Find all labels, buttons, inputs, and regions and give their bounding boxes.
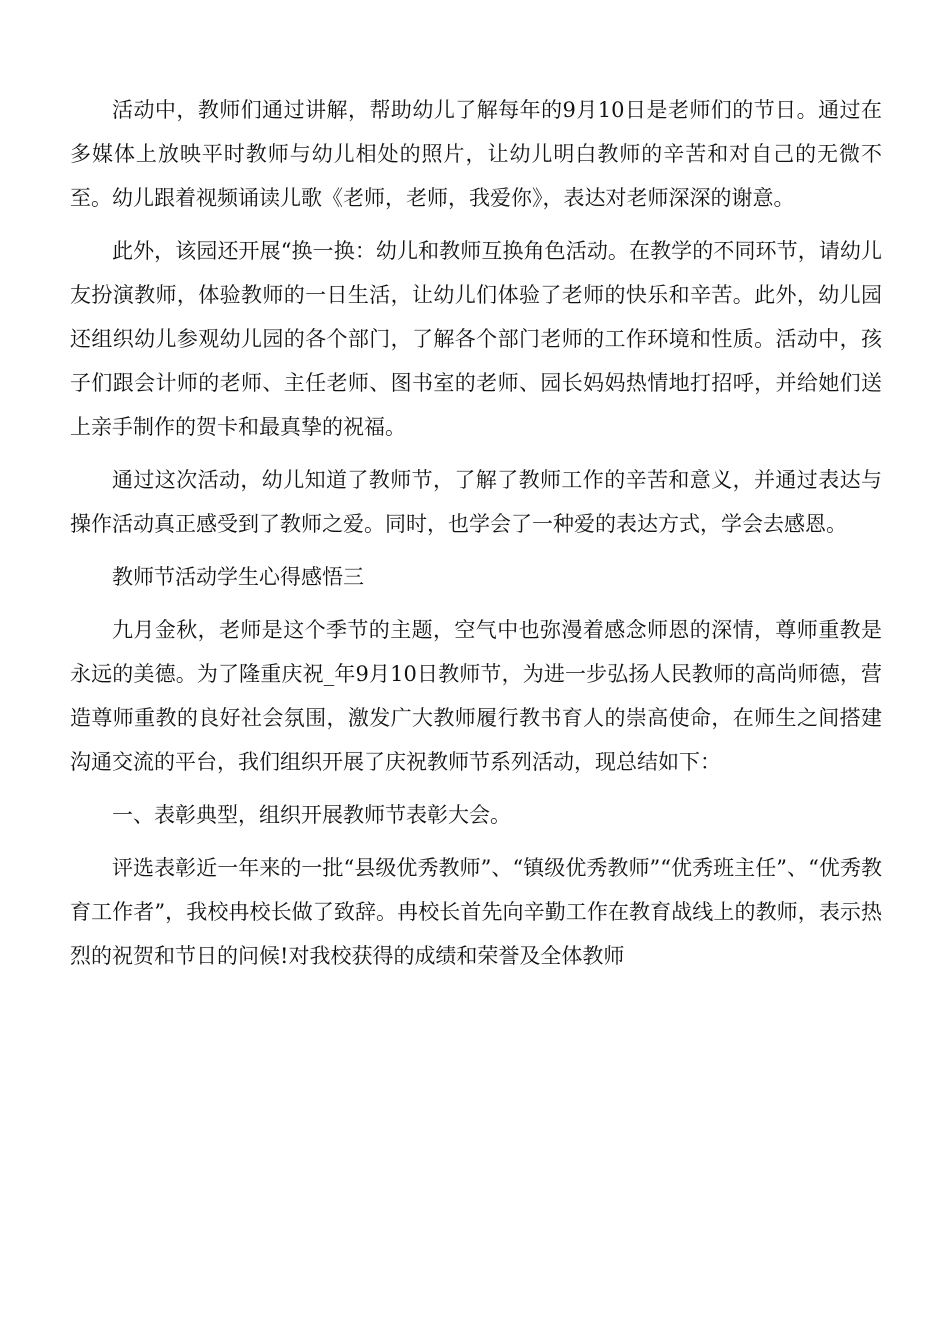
section-heading: 教师节活动学生心得感悟三	[112, 565, 364, 589]
paragraph-role-swap: 此外，该园还开展“换一换：幼儿和教师互换角色活动。在教学的不同环节，请幼儿友扮演教师，体验教师的一日生活，让幼儿们体验了老师的快乐和辛苦。此外，幼儿园还组织幼儿参观幼儿园的各个部门，了解各个部门老师的工作环境和性质。活动中，孩子们跟会计师的老师、主任老师、图书室的老师、园长妈妈热情地打招呼，并给她们送上亲手制作的贺卡和最真挚的祝福。	[70, 239, 882, 439]
paragraph-item-one: 一、表彰典型，组织开展教师节表彰大会。	[112, 803, 511, 827]
paragraph-autumn: 九月金秋，老师是这个季节的主题，空气中也弥漫着感念师恩的深情，尊师重教是永远的美德。为了隆重庆祝_年9月10日教师节，为进一步弘扬人民教师的高尚师德，营造尊师重教的良好社会氛围，激发广大教师履行教书育人的崇高使命，在师生之间搭建沟通交流的平台，我们组织开展了庆祝教师节系列活动，现总结如下：	[70, 618, 882, 774]
paragraph-commendation: 评选表彰近一年来的一批“县级优秀教师”、“镇级优秀教师”“优秀班主任”、“优秀教育工作者”，我校冉校长做了致辞。冉校长首先向辛勤工作在教育战线上的教师，表示热烈的祝贺和节日的问候!对我校获得的成绩和荣誉及全体教师	[70, 856, 882, 968]
paragraph-activity-intro: 活动中，教师们通过讲解，帮助幼儿了解每年的9月10日是老师们的节日。通过在多媒体上放映平时教师与幼儿相处的照片，让幼儿明白教师的辛苦和对自己的无微不至。幼儿跟着视频诵读儿歌《老师，老师，我爱你》，表达对老师深深的谢意。	[70, 98, 882, 210]
document-page	[70, 88, 882, 987]
paragraph-summary: 通过这次活动，幼儿知道了教师节，了解了教师工作的辛苦和意义，并通过表达与操作活动真正感受到了教师之爱。同时，也学会了一种爱的表达方式，学会去感恩。	[70, 468, 882, 536]
